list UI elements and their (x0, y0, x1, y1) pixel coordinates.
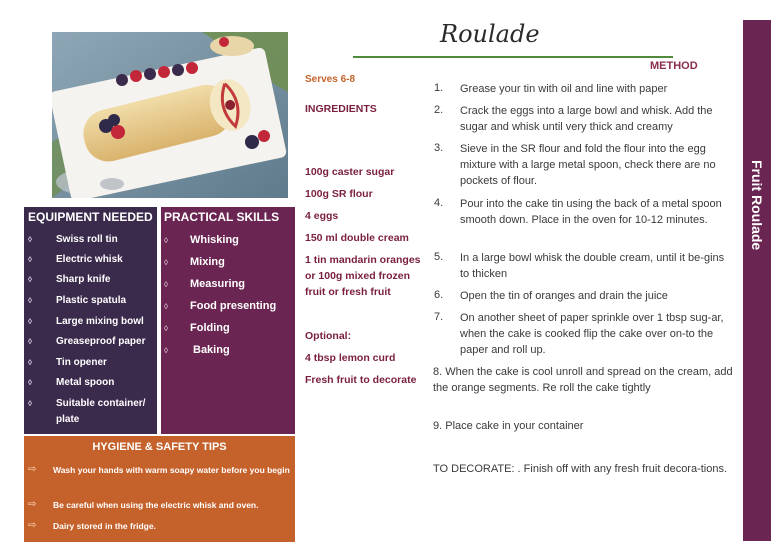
hygiene-title: HYGIENE & SAFETY TIPS (92, 441, 227, 453)
diamond-bullet-icon: ◊ (164, 324, 168, 333)
diamond-bullet-icon: ◊ (28, 399, 32, 408)
method-step: Pour into the cake tin using the back of a metal spoon smooth down. Place in the oven for 10-12 minutes. (460, 198, 722, 226)
ingredient-item: 100g caster sugar (305, 166, 395, 178)
decorate-note: TO DECORATE: . Finish off with any fresh fruit decora-tions. (433, 463, 728, 475)
skill-item: Whisking (190, 234, 239, 246)
diamond-bullet-icon: ◊ (164, 280, 168, 289)
hygiene-tip: Be careful when using the electric whisk and oven. (53, 500, 259, 510)
hygiene-tip: Wash your hands with warm soapy water before you begin (53, 465, 290, 475)
method-step: Sieve in the SR flour and fold the flour into the egg mixture with a large metal spoon, check there are no pockets of flour. (460, 143, 716, 187)
method-step: Grease your tin with oil and line with paper (460, 83, 668, 95)
optional-item: 4 tbsp lemon curd (305, 352, 396, 364)
title-underline (353, 56, 673, 58)
skill-item: Baking (193, 344, 230, 356)
skill-item: Folding (190, 322, 230, 334)
arrow-right-icon: ⇨ (28, 520, 37, 531)
step-number: 5. (434, 251, 444, 263)
method-step: Crack the eggs into a large bowl and whisk. Add the sugar and whisk until very thick and creamy (460, 105, 713, 133)
skill-item: Mixing (190, 256, 225, 268)
step-number: 7. (434, 311, 444, 323)
diamond-bullet-icon: ◊ (164, 302, 168, 311)
step-number: 4. (434, 197, 444, 209)
step-number: 1. (434, 82, 444, 94)
side-banner-label: Fruit Roulade (749, 160, 765, 251)
diamond-bullet-icon: ◊ (28, 317, 32, 326)
method-step: Open the tin of oranges and drain the juice (460, 290, 668, 302)
diamond-bullet-icon: ◊ (28, 358, 32, 367)
diamond-bullet-icon: ◊ (164, 236, 168, 245)
diamond-bullet-icon: ◊ (28, 235, 32, 244)
skill-item: Measuring (190, 278, 246, 290)
method-step: In a large bowl whisk the double cream, until it be-gins to thicken (460, 252, 725, 280)
hygiene-tip: Dairy stored in the fridge. (53, 521, 156, 531)
diamond-bullet-icon: ◊ (28, 337, 32, 346)
arrow-right-icon: ⇨ (28, 499, 37, 510)
roulade-photo (52, 32, 288, 198)
arrow-right-icon: ⇨ (28, 464, 37, 475)
ingredient-item: 150 ml double cream (305, 232, 409, 244)
optional-item: Fresh fruit to decorate (305, 374, 417, 386)
ingredient-item: 100g SR flour (305, 188, 373, 200)
step-number: 2. (434, 104, 444, 116)
diamond-bullet-icon: ◊ (164, 258, 168, 267)
serves-label: Serves 6-8 (305, 74, 356, 85)
method-step: On another sheet of paper sprinkle over 1 tbsp sug-ar, when the cake is cooked flip the cake over on-to the paper and roll up. (460, 312, 724, 356)
diamond-bullet-icon: ◊ (28, 378, 32, 387)
ingredients-heading: INGREDIENTS (305, 103, 377, 115)
ingredient-item: 4 eggs (305, 210, 339, 222)
method-heading: METHOD (650, 60, 698, 72)
method-step: 9. Place cake in your container (433, 420, 584, 432)
diamond-bullet-icon: ◊ (28, 296, 32, 305)
side-banner (743, 20, 771, 541)
step-number: 6. (434, 289, 444, 301)
equipment-title: EQUIPMENT NEEDED (28, 210, 153, 224)
equipment-list: ◊ Swiss roll tin ◊ Electric whisk ◊ Sharp knife ◊ Plastic spatula ◊ Large mixing bowl ◊ Greaseproof paper ◊ Tin opener ◊ Metal spoon ◊ Suitable container/ plate (28, 234, 146, 425)
step-number: 3. (434, 142, 444, 154)
method-step: 8. When the cake is cool unroll and spread on the cream, add the orange segments. Re roll the cake tightly (433, 366, 733, 394)
optional-heading: Optional: (305, 330, 352, 342)
page-title: Roulade (440, 20, 540, 48)
diamond-bullet-icon: ◊ (28, 255, 32, 264)
skill-item: Food presenting (190, 300, 277, 312)
diamond-bullet-icon: ◊ (28, 275, 32, 284)
skills-title: PRACTICAL SKILLS (164, 210, 280, 224)
ingredient-item: 1 tin mandarin oranges or 100g mixed frozen fruit or fresh fruit (305, 254, 421, 298)
diamond-bullet-icon: ◊ (164, 346, 168, 355)
